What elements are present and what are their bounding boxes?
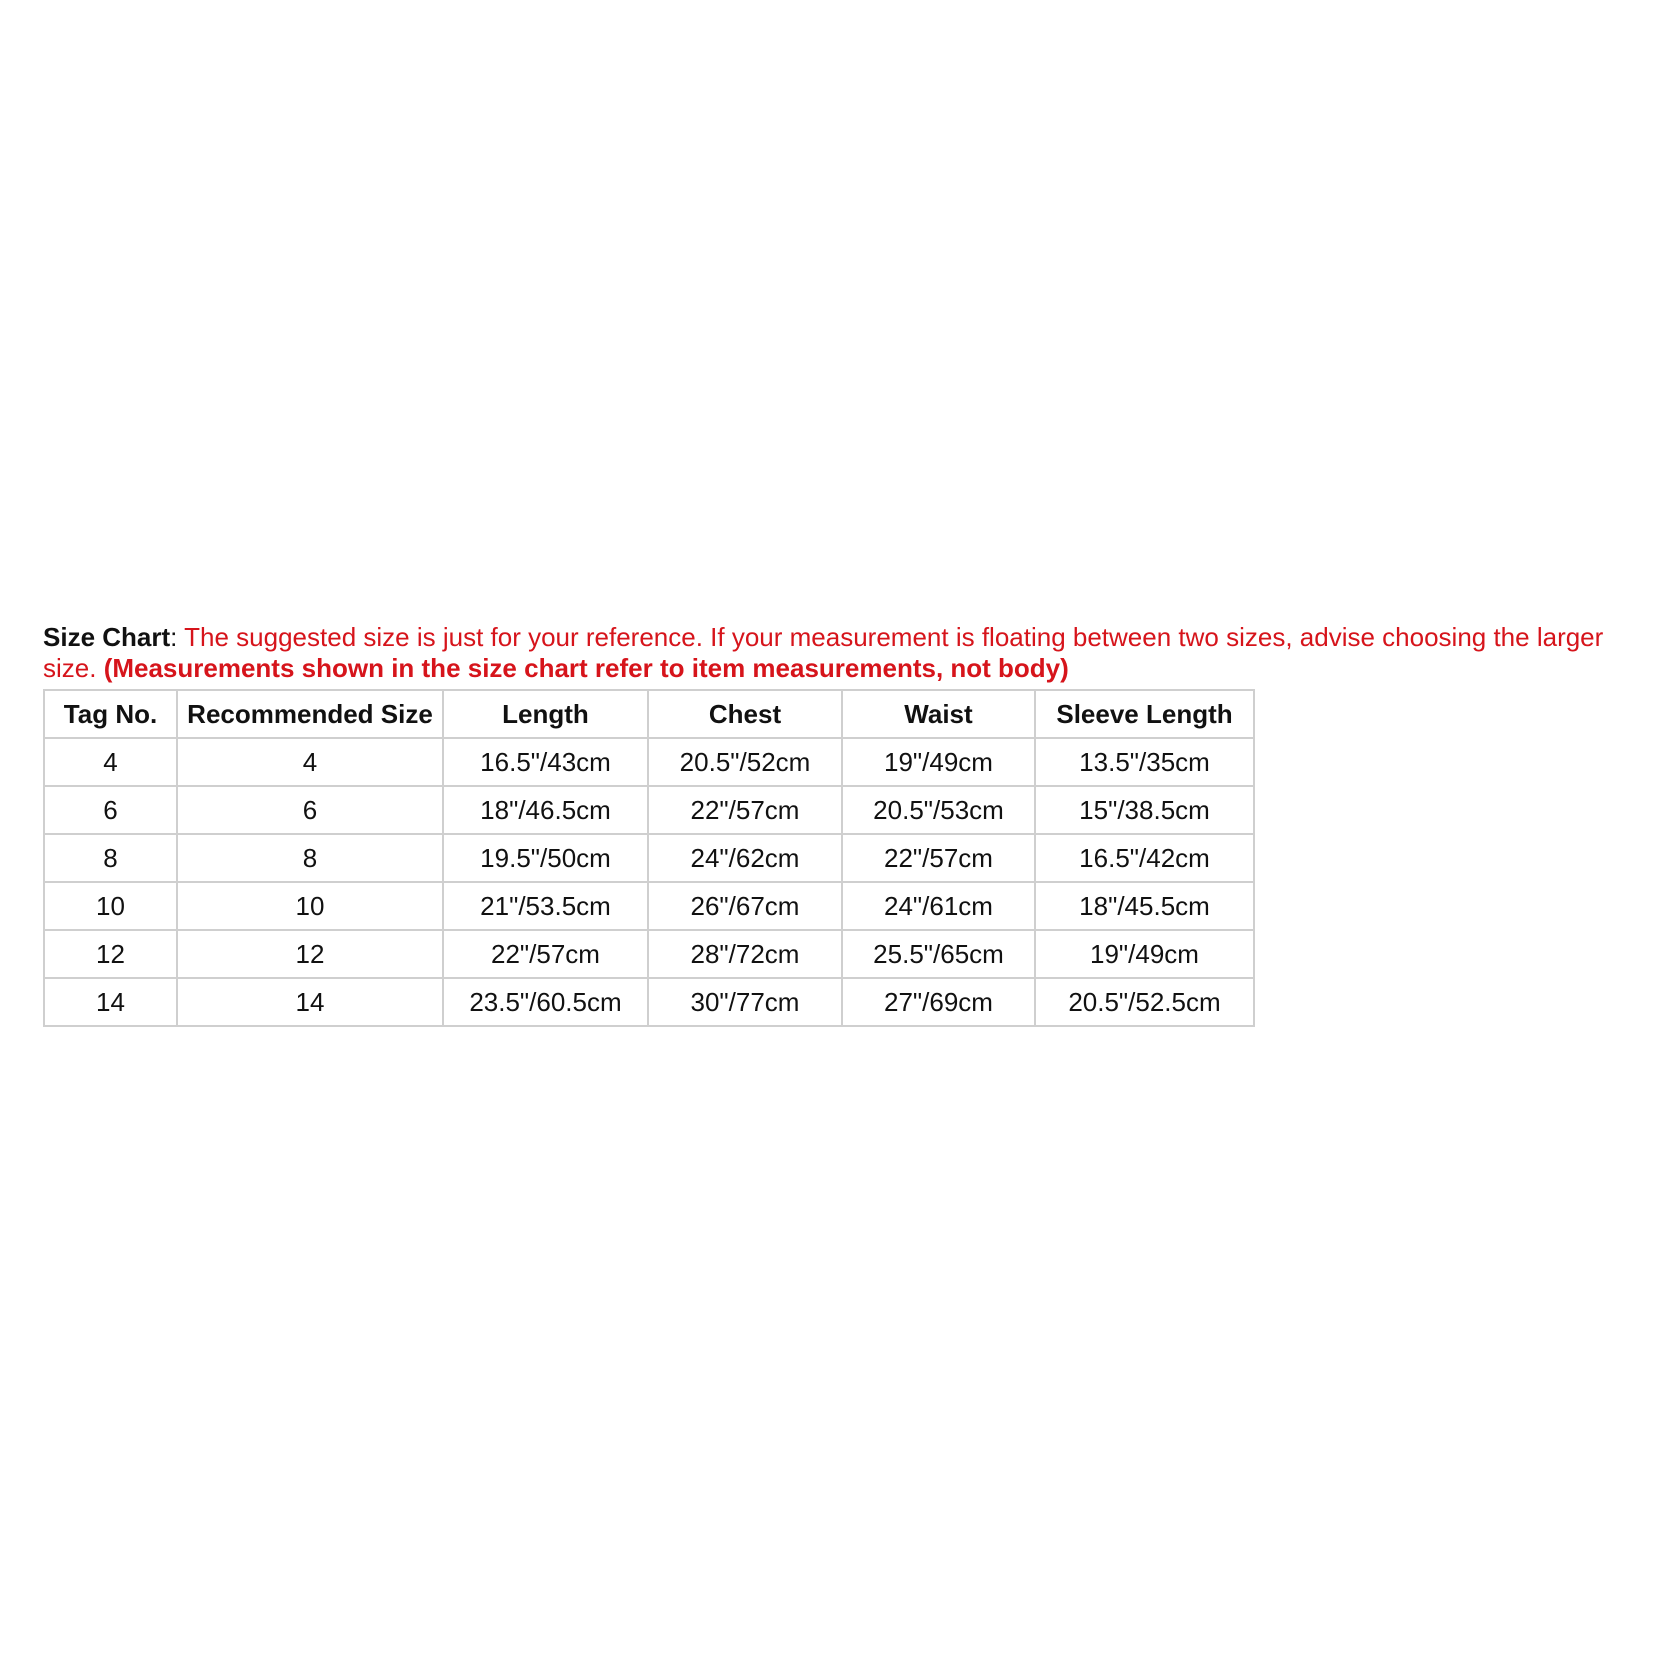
table-row [44,786,1254,834]
table-row [44,834,1254,882]
header-tag-no: Tag No. [44,690,177,738]
table-row [44,882,1254,930]
header-recommended-size: Recommended Size [177,690,443,738]
cell-tag-no: 8 [44,834,177,882]
header-waist: Waist [842,690,1035,738]
cell-waist: 19"/49cm [842,738,1035,786]
size-advice-note: The suggested size is just for your reference. If your measurement is floating between two sizes, advise choosing the larger size. [43,622,1604,683]
cell-chest: 30"/77cm [648,978,842,1026]
cell-waist: 25.5"/65cm [842,930,1035,978]
cell-length: 18"/46.5cm [443,786,648,834]
cell-sleeve-length: 20.5"/52.5cm [1035,978,1254,1026]
size-chart [43,622,1643,1027]
cell-length: 22"/57cm [443,930,648,978]
cell-sleeve-length: 18"/45.5cm [1035,882,1254,930]
cell-length: 19.5"/50cm [443,834,648,882]
cell-recommended-size: 12 [177,930,443,978]
header-row [44,690,1254,738]
cell-waist: 20.5"/53cm [842,786,1035,834]
cell-tag-no: 14 [44,978,177,1026]
cell-waist: 22"/57cm [842,834,1035,882]
cell-recommended-size: 6 [177,786,443,834]
size-chart-label: Size Chart [43,622,171,652]
cell-tag-no: 4 [44,738,177,786]
cell-length: 23.5"/60.5cm [443,978,648,1026]
cell-chest: 24"/62cm [648,834,842,882]
measurement-disclaimer: (Measurements shown in the size chart refer to item measurements, not body) [103,653,1069,683]
label-colon: : [170,622,185,652]
table-row [44,738,1254,786]
cell-recommended-size: 8 [177,834,443,882]
cell-length: 16.5"/43cm [443,738,648,786]
cell-chest: 20.5"/52cm [648,738,842,786]
table-row [44,978,1254,1026]
cell-chest: 26"/67cm [648,882,842,930]
header-length: Length [443,690,648,738]
cell-tag-no: 6 [44,786,177,834]
table-row [44,930,1254,978]
cell-sleeve-length: 19"/49cm [1035,930,1254,978]
cell-chest: 22"/57cm [648,786,842,834]
cell-sleeve-length: 16.5"/42cm [1035,834,1254,882]
cell-waist: 27"/69cm [842,978,1035,1026]
cell-recommended-size: 14 [177,978,443,1026]
header-chest: Chest [648,690,842,738]
size-chart-intro [43,622,1643,684]
size-table [43,689,1255,1027]
cell-chest: 28"/72cm [648,930,842,978]
header-sleeve-length: Sleeve Length [1035,690,1254,738]
cell-waist: 24"/61cm [842,882,1035,930]
cell-sleeve-length: 13.5"/35cm [1035,738,1254,786]
cell-recommended-size: 10 [177,882,443,930]
cell-tag-no: 12 [44,930,177,978]
cell-length: 21"/53.5cm [443,882,648,930]
cell-recommended-size: 4 [177,738,443,786]
cell-tag-no: 10 [44,882,177,930]
cell-sleeve-length: 15"/38.5cm [1035,786,1254,834]
